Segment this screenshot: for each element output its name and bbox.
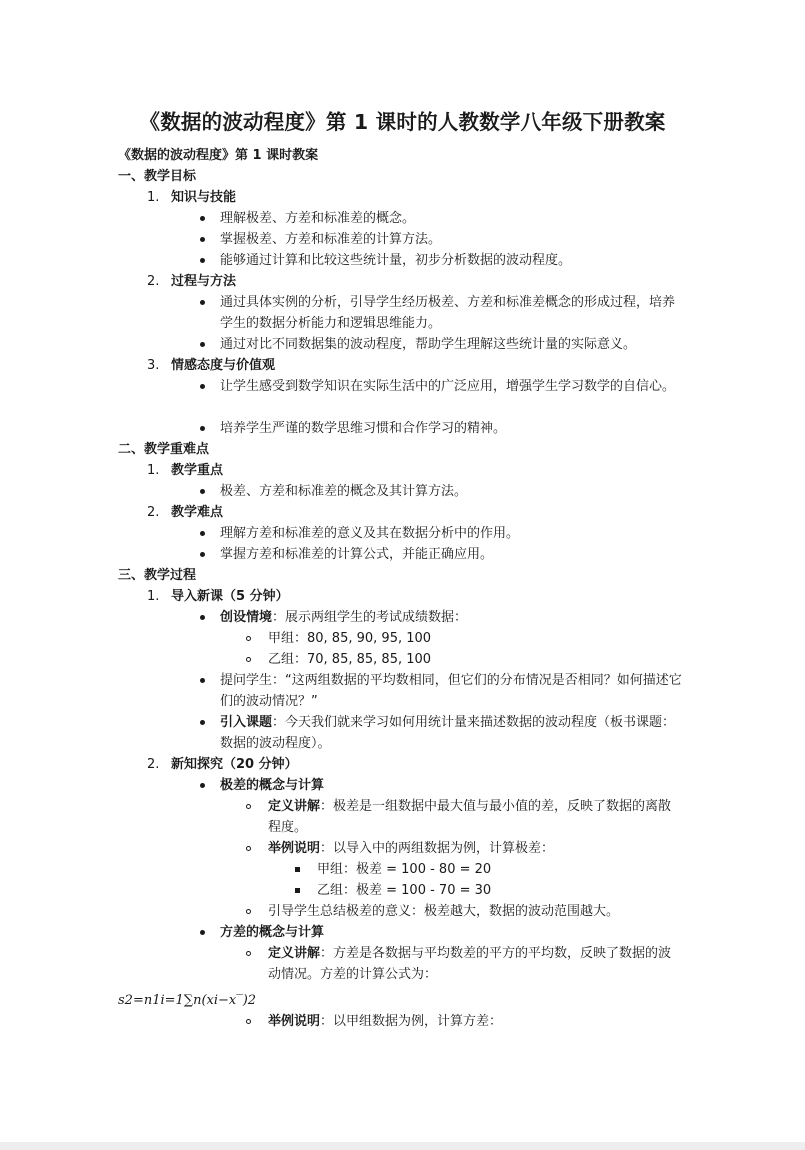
list-item: 培养学生严谨的数学思维习惯和合作学习的精神。 (220, 421, 507, 436)
list-item: 提问学生：“这两组数据的平均数相同，但它们的分布情况是否相同？如何描述它们的波动情况？” (220, 673, 682, 709)
list-item: 引导学生总结极差的意义：极差越大，数据的波动范围越大。 (268, 904, 620, 919)
list-item (268, 1011, 502, 1032)
bullet-icon (200, 384, 205, 389)
bullet-icon (200, 489, 205, 494)
term-text: ：方差是各数据与平均数差的平方的平均数，反映了数据的波动情况。方差的计算公式为： (268, 946, 672, 982)
bullet-icon (200, 426, 205, 431)
square-bullet-icon (295, 888, 300, 893)
circle-bullet-icon (246, 1019, 251, 1024)
circle-bullet-icon (246, 636, 251, 641)
item-label: 教学重点 (171, 463, 224, 478)
item-number: 1. (147, 190, 160, 205)
bullet-icon (200, 720, 205, 725)
bullet-icon (200, 552, 205, 557)
list-item: 极差、方差和标准差的概念及其计算方法。 (220, 484, 468, 499)
page-bottom-edge (0, 1142, 805, 1150)
bullet-icon (200, 615, 205, 620)
bullet-icon (200, 531, 205, 536)
list-item (268, 796, 684, 838)
item-label: 过程与方法 (171, 274, 237, 289)
item-number: 2. (147, 757, 160, 772)
circle-bullet-icon (246, 909, 251, 914)
item-label: 知识与技能 (171, 190, 237, 205)
list-item: 通过具体实例的分析，引导学生经历极差、方差和标准差概念的形成过程，培养学生的数据分析能力和逻辑思维能力。 (220, 295, 676, 331)
item-number: 2. (147, 505, 160, 520)
bullet-icon (200, 930, 205, 935)
term-text: ：展示两组学生的考试成绩数据： (272, 610, 468, 625)
bullet-icon (200, 342, 205, 347)
bullet-icon (200, 216, 205, 221)
item-label: 情感态度与价值观 (171, 358, 276, 373)
item-number: 3. (147, 358, 160, 373)
section-1-heading: 一、教学目标 (118, 169, 197, 184)
list-item: 极差的概念与计算 (220, 778, 325, 793)
list-item: 掌握方差和标准差的计算公式，并能正确应用。 (220, 547, 494, 562)
item-label: 新知探究（20 分钟） (171, 757, 298, 772)
item-label: 导入新课（5 分钟） (171, 589, 289, 604)
item-number: 2. (147, 274, 160, 289)
circle-bullet-icon (246, 657, 251, 662)
bullet-icon (200, 678, 205, 683)
list-item: 甲组：80, 85, 90, 95, 100 (268, 631, 432, 646)
list-item: 乙组：极差 = 100 - 70 = 30 (317, 883, 492, 898)
bullet-icon (200, 300, 205, 305)
list-item: 掌握极差、方差和标准差的计算方法。 (220, 232, 442, 247)
list-item: 理解极差、方差和标准差的概念。 (220, 211, 416, 226)
circle-bullet-icon (246, 846, 251, 851)
list-item: 让学生感受到数学知识在实际生活中的广泛应用，增强学生学习数学的自信心。 (220, 379, 676, 394)
list-item (220, 607, 467, 628)
term-label: 创设情境 (220, 610, 273, 625)
subtitle: 《数据的波动程度》第 1 课时教案 (118, 148, 319, 163)
bullet-icon (200, 237, 205, 242)
list-item: 甲组：极差 = 100 - 80 = 20 (317, 862, 492, 877)
list-item: 通过对比不同数据集的波动程度，帮助学生理解这些统计量的实际意义。 (220, 337, 637, 352)
bullet-icon (200, 258, 205, 263)
list-item (268, 943, 684, 985)
term-label: 定义讲解 (268, 799, 321, 814)
variance-formula: s2=n1i=1∑n(xi−x‾)2 (118, 993, 257, 1008)
list-item: 乙组：70, 85, 85, 85, 100 (268, 652, 432, 667)
list-item: 理解方差和标准差的意义及其在数据分析中的作用。 (220, 526, 520, 541)
term-text: ：以甲组数据为例，计算方差： (320, 1014, 503, 1029)
term-label: 引入课题 (220, 715, 273, 730)
section-3-heading: 三、教学过程 (118, 568, 197, 583)
list-item (268, 838, 554, 859)
term-text: ：极差是一组数据中最大值与最小值的差，反映了数据的离散程度。 (268, 799, 672, 835)
item-number: 1. (147, 463, 160, 478)
term-text: ：以导入中的两组数据为例，计算极差： (320, 841, 555, 856)
term-text: ：今天我们就来学习如何用统计量来描述数据的波动程度（板书课题：数据的波动程度）。 (220, 715, 676, 751)
item-number: 1. (147, 589, 160, 604)
list-item: 方差的概念与计算 (220, 925, 325, 940)
term-label: 定义讲解 (268, 946, 321, 961)
circle-bullet-icon (246, 951, 251, 956)
document-title: 《数据的波动程度》第 1 课时的人教数学八年级下册教案 (139, 110, 666, 134)
term-label: 举例说明 (268, 841, 321, 856)
item-label: 教学难点 (171, 505, 224, 520)
circle-bullet-icon (246, 804, 251, 809)
section-2-heading: 二、教学重难点 (118, 442, 210, 457)
bullet-icon (200, 783, 205, 788)
list-item: 能够通过计算和比较这些统计量，初步分析数据的波动程度。 (220, 253, 572, 268)
list-item (220, 712, 682, 754)
term-label: 举例说明 (268, 1014, 321, 1029)
square-bullet-icon (295, 867, 300, 872)
